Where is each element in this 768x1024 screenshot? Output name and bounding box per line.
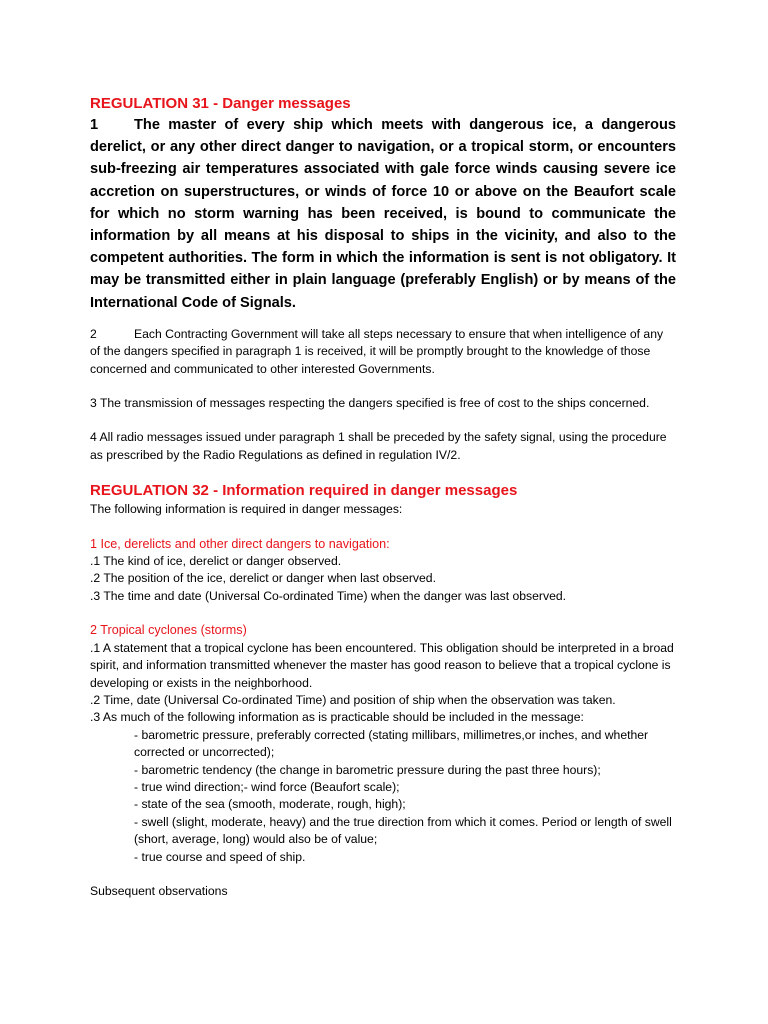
section-2-item: .1 A statement that a tropical cyclone has been encountered. This obligation should be interpreted in a broad spirit, and information transmitted whenever the master has good reason to believe that a tropical cyclone is developing or exists in the neighborhood.: [90, 640, 674, 690]
section-2-item: .2 Time, date (Universal Co-ordinated Time) and position of ship when the observation was taken.: [90, 692, 616, 707]
regulation-31-paragraph-4: 4 All radio messages issued under paragraph 1 shall be preceded by the safety signal, using the procedure as prescribed by the Radio Regulations as defined in regulation IV/2.: [90, 430, 667, 462]
section-2-subitem: - state of the sea (smooth, moderate, rough, high);: [134, 797, 406, 812]
section-2-subitem: - barometric tendency (the change in barometric pressure during the past three hours);: [134, 762, 601, 777]
paragraph-number: 1: [90, 117, 99, 133]
section-1-heading: 1 Ice, derelicts and other direct dangers to navigation:: [90, 536, 390, 551]
section-2-subitem: - swell (slight, moderate, heavy) and the true direction from which it comes. Period or length of swell (short, average, long) would also be of value;: [134, 814, 672, 847]
section-2-subitem: - true wind direction;- wind force (Beaufort scale);: [134, 779, 400, 794]
section-2-item: .3 As much of the following information as is practicable should be included in the message:: [90, 710, 584, 725]
subsequent-observations-label: Subsequent observations: [90, 883, 228, 898]
section-1-item: .2 The position of the ice, derelict or danger when last observed.: [90, 571, 436, 586]
section-2-heading: 2 Tropical cyclones (storms): [90, 623, 247, 638]
regulation-31-paragraph-1: [90, 114, 676, 314]
regulation-31-paragraph-2: [90, 326, 676, 378]
section-1-item: .1 The kind of ice, derelict or danger observed.: [90, 554, 342, 569]
regulation-32-heading: REGULATION 32 - Information required in danger messages: [90, 482, 518, 500]
paragraph-text: The master of every ship which meets with dangerous ice, a dangerous derelict, or any other direct danger to navigation, or a tropical storm, or encounters sub-freezing air temperatures associated with gale force winds causing severe ice accretion on superstructures, or winds of force 10 or above on the Beaufort scale for which no storm warning has been received, is bound to communicate the information by all means at his disposal to ships in the vicinity, and also to the competent authorities. The form in which the information is sent is not obligatory. It may be transmitted either in plain language (preferably English) or by means of the International Code of Signals.: [90, 117, 676, 311]
regulation-31-heading: REGULATION 31 - Danger messages: [90, 95, 351, 112]
paragraph-text: Each Contracting Government will take all steps necessary to ensure that when intelligence of any of the dangers specified in paragraph 1 is received, it will be promptly brought to the knowledge of those concerned and communicated to other interested Governments.: [90, 326, 664, 376]
section-2-subitem: - true course and speed of ship.: [134, 849, 306, 864]
regulation-31-paragraph-3: 3 The transmission of messages respecting the dangers specified is free of cost to the ships concerned.: [90, 396, 650, 411]
section-1-item: .3 The time and date (Universal Co-ordinated Time) when the danger was last observed.: [90, 588, 567, 603]
paragraph-number: 2: [90, 326, 97, 341]
regulation-32-intro: The following information is required in danger messages:: [90, 502, 403, 517]
section-2-subitem: - barometric pressure, preferably corrected (stating millibars, millimetres,or inches, and whether corrected or uncorrected);: [134, 727, 649, 760]
